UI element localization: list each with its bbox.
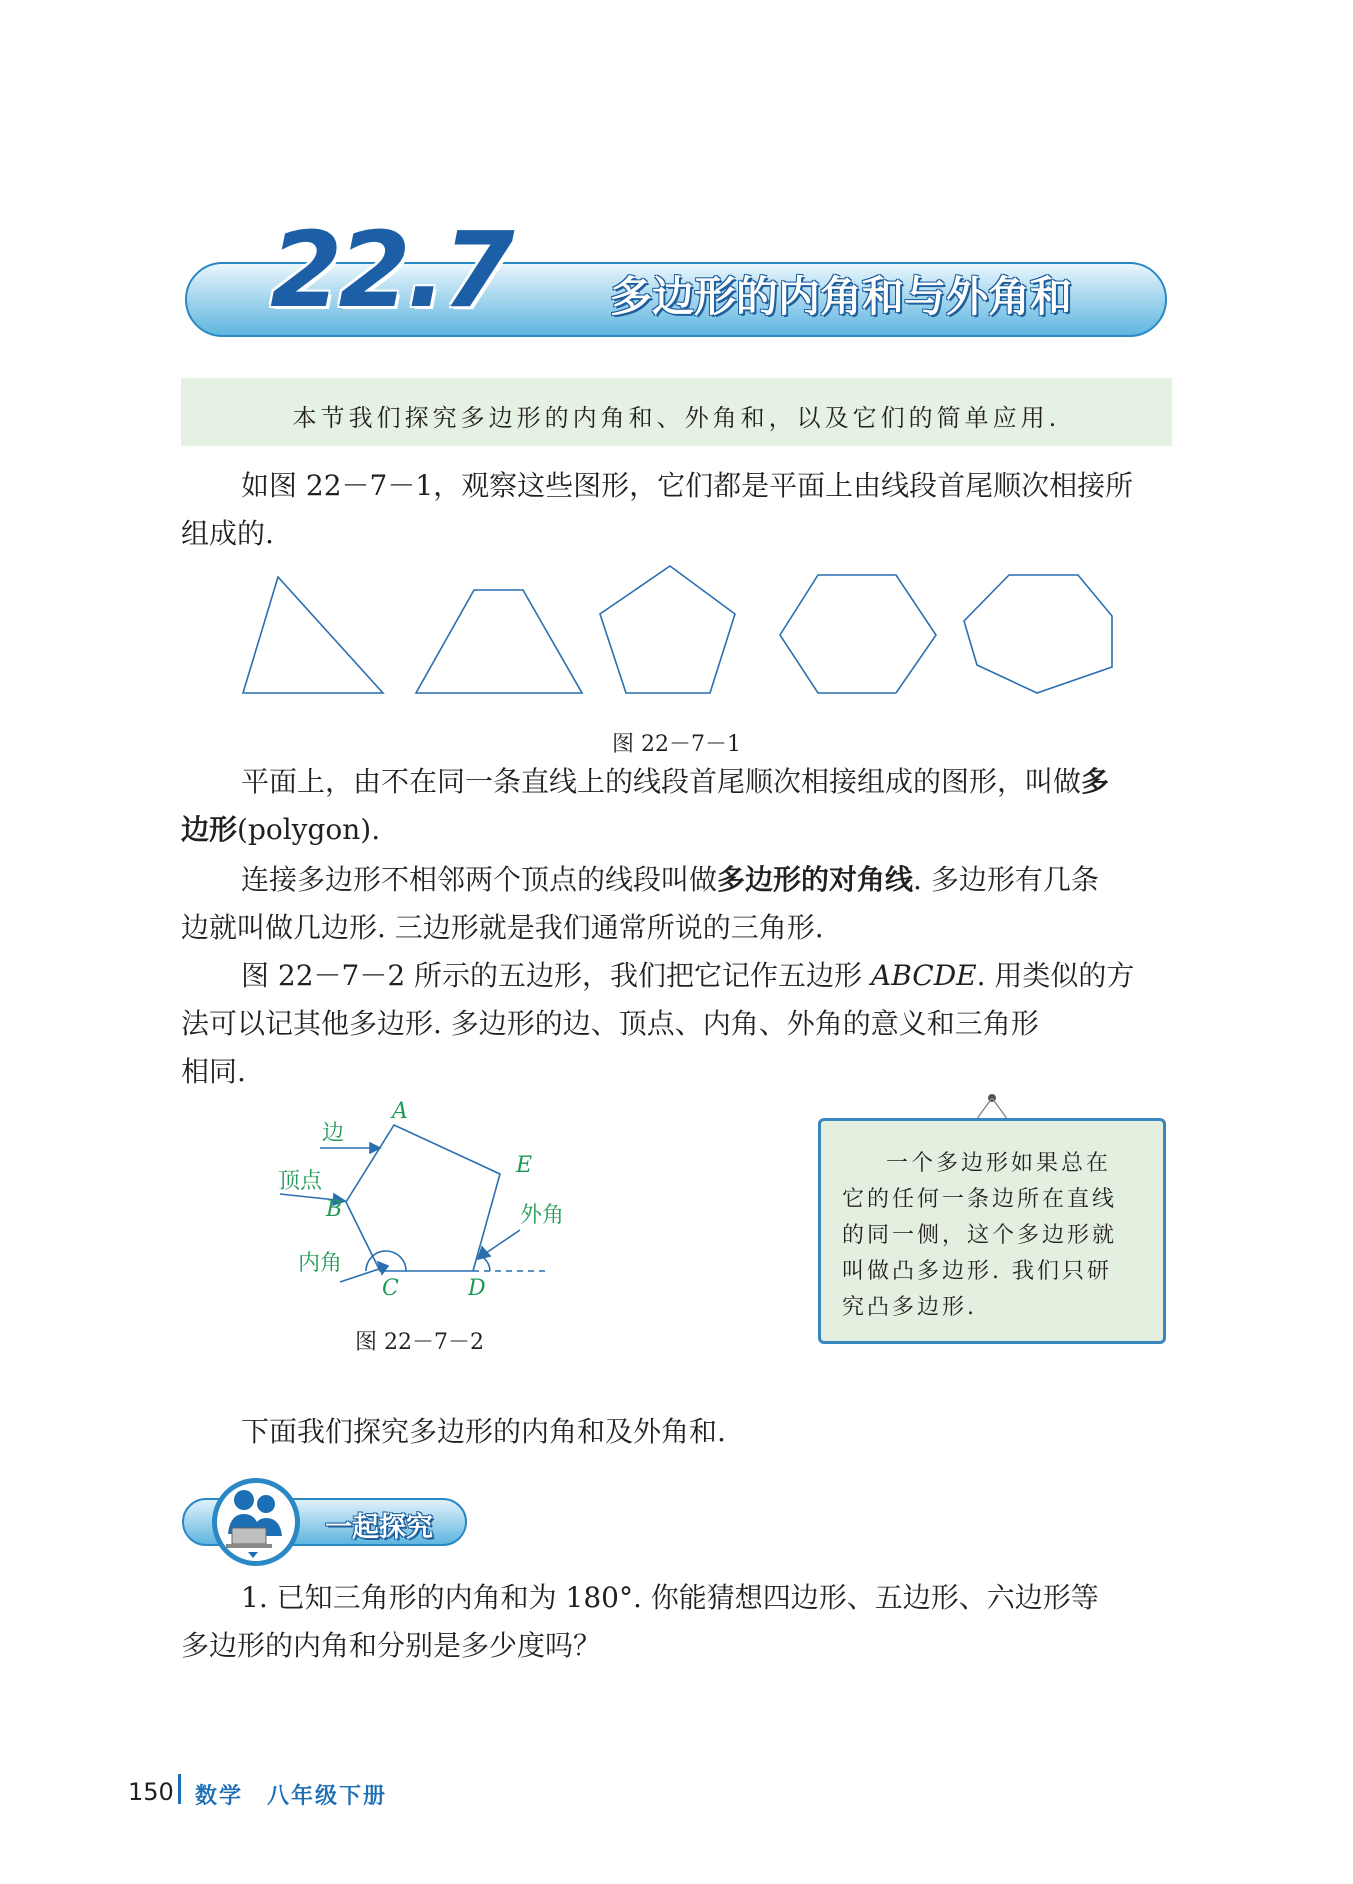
- label-B: B: [326, 1197, 343, 1222]
- diagonal-text-2: . 多边形有几条: [913, 863, 1099, 896]
- diagonal-paragraph: [181, 856, 1172, 952]
- question-line-2: 多边形的内角和分别是多少度吗？: [181, 1629, 602, 1662]
- heptagon-shape: [964, 575, 1112, 693]
- figure-1-caption: 图 22－7－1: [612, 732, 741, 757]
- tip-line-4: 叫做凸多边形. 我们只研: [842, 1259, 1112, 1284]
- section-title: 多边形的内角和与外角和: [610, 272, 1073, 321]
- definition-line-1: [181, 758, 1172, 806]
- people-computer-icon: [222, 1484, 292, 1560]
- label-side: 边: [322, 1121, 345, 1146]
- notation-line-2: 法可以记其他多边形. 多边形的边、顶点、内角、外角的意义和三角形: [181, 1007, 1039, 1040]
- summary-text: 本节我们探究多边形的内角和、外角和，以及它们的简单应用.: [292, 404, 1061, 432]
- label-interior: 内角: [298, 1251, 343, 1276]
- notation-line-1: [181, 952, 1172, 1000]
- notation-text: 图 22－7－2 所示的五边形，我们把它记作五边形: [241, 959, 871, 992]
- label-C: C: [382, 1276, 399, 1301]
- exterior-arrow: [486, 1230, 520, 1253]
- label-D: D: [468, 1276, 486, 1301]
- diagonal-line-2: 边就叫做几边形. 三边形就是我们通常所说的三角形.: [181, 911, 824, 944]
- explore-label: 一起探究: [325, 1512, 433, 1543]
- figure-2-diagram: [270, 1090, 570, 1310]
- definition-text: 平面上，由不在同一条直线上的线段首尾顺次相接组成的图形，叫做: [241, 765, 1082, 798]
- diagonal-text: 连接多边形不相邻两个顶点的线段叫做: [241, 863, 718, 896]
- next-paragraph: [181, 1408, 1172, 1456]
- definition-paragraph: [181, 758, 1172, 854]
- pentagon-shape: [600, 566, 735, 693]
- tip-line-1: 一个多边形如果总在: [886, 1151, 1112, 1176]
- notation-paragraph: [181, 952, 1172, 1096]
- hexagon-shape: [780, 575, 936, 693]
- figure-2-caption: 图 22－7－2: [355, 1330, 484, 1355]
- footer-divider: [178, 1774, 181, 1804]
- triangle-shape: [243, 577, 383, 693]
- pentagon-abcde: [346, 1125, 500, 1271]
- next-line: 下面我们探究多边形的内角和及外角和.: [241, 1415, 726, 1448]
- notation-line-3: 相同.: [181, 1055, 246, 1088]
- label-exterior: 外角: [520, 1203, 565, 1228]
- interior-arrowhead: [378, 1262, 388, 1274]
- label-E: E: [516, 1153, 533, 1178]
- question-line-1: 1. 已知三角形的内角和为 180°. 你能猜想四边形、五边形、六边形等: [241, 1581, 1099, 1614]
- section-number: 22.7: [270, 209, 511, 331]
- polygon-term-part2: 边形: [181, 813, 238, 846]
- pentagon-name: ABCDE: [870, 959, 977, 992]
- intro-paragraph: [181, 462, 1172, 558]
- book-title: 数学 八年级下册: [195, 1784, 388, 1809]
- intro-line-2: 组成的.: [181, 517, 274, 550]
- label-vertex: 顶点: [278, 1169, 323, 1194]
- definition-line-2: [181, 806, 1172, 854]
- tip-line-3: 的同一侧，这个多边形就: [842, 1223, 1118, 1248]
- notation-text-2: . 用类似的方: [976, 959, 1135, 992]
- diagonal-term: 多边形的对角线: [717, 863, 914, 896]
- tip-text: [842, 1146, 1148, 1326]
- polygon-term-part1: 多: [1081, 765, 1110, 798]
- trapezoid-shape: [416, 590, 582, 693]
- page-number: 150: [128, 1778, 174, 1806]
- intro-line-1: 如图 22－7－1，观察这些图形，它们都是平面上由线段首尾顺次相接所: [241, 469, 1134, 502]
- label-A: A: [392, 1099, 408, 1124]
- figure-1-shapes: [230, 555, 1130, 705]
- diagonal-line-1: [181, 856, 1172, 904]
- question-paragraph: [181, 1574, 1172, 1670]
- tip-line-2: 它的任何一条边所在直线: [842, 1187, 1118, 1212]
- interior-arrow: [340, 1268, 382, 1282]
- polygon-english: (polygon).: [237, 813, 381, 846]
- tip-line-5: 究凸多边形.: [842, 1295, 977, 1320]
- side-arrowhead: [370, 1143, 380, 1153]
